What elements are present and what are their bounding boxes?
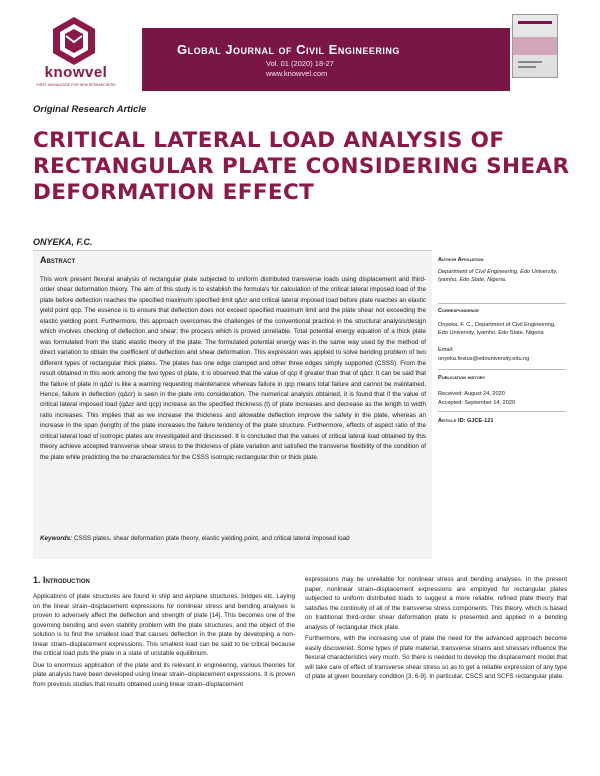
brand-tagline: FIRST KNOWLEDGE FOR NEW RESEARCHERS <box>36 83 116 87</box>
received-date: Received: August 24, 2020 <box>438 391 505 397</box>
divider <box>438 303 566 304</box>
affiliation-text: Department of Civil Engineering, Edo University, Iyamho. Edo State, Nigeria. <box>438 269 558 284</box>
article-type: Original Research Article <box>33 104 147 115</box>
author-name: ONYEKA, F.C. <box>33 237 93 247</box>
divider <box>438 411 566 412</box>
paragraph: Due to enormous application of the plate and its relevant in engineering, various theories for plate analysis have been developed using linear strain–displacement expressions. It is proven from previous studies that results obtained using linear strain–displacement <box>33 661 295 688</box>
article-id: Article ID: GJCE-121 <box>438 418 494 424</box>
abstract-heading: Abstract <box>40 255 76 265</box>
journal-volume: Vol. 01 (2020) 18-27 <box>266 59 334 68</box>
journal-website-link[interactable]: www.knowvel.com <box>266 69 328 78</box>
history-heading: Publication history <box>438 375 486 381</box>
affiliation-heading: Author Affiliation <box>438 257 484 263</box>
email-label: Email: <box>438 347 454 353</box>
keywords-text: CSSS plates, shear deformation plate theory, elastic yielding point, and critical lateral imposed load <box>73 535 350 542</box>
email-link[interactable]: onyeka.festus@edouniversity.edu.ng <box>438 356 530 362</box>
body-column-left <box>33 592 295 689</box>
article-title: CRITICAL LATERAL LOAD ANALYSIS OF RECTANGULAR PLATE CONSIDERING SHEAR DEFORMATION EFFECT <box>33 128 570 205</box>
journal-title: Global Journal of Civil Engineering <box>177 42 400 57</box>
divider <box>438 369 566 370</box>
keywords-label: Keywords: <box>40 535 73 542</box>
knowvel-logo-icon <box>52 16 96 66</box>
body-column-right <box>305 575 567 682</box>
correspondence-heading: Correspondence <box>438 308 479 314</box>
accepted-date: Accepted: September 14, 2020 <box>438 400 516 406</box>
introduction-heading: 1. Introduction <box>33 575 90 585</box>
journal-cover-thumbnail <box>512 14 558 78</box>
paragraph: expressions may be unreliable for nonlinear stress and bending analyses. In the present paper, nonlinear strain–displacement expressions are employed for rectangular plates subjected to uniform distributed loads to suggest a more reliable, refined plate theory that satisfies the continuity of all of the transverse stress components. This theory, which is based on traditional third-order shear deformation plate is presented and applied in a bending analysis of rectangular thick plate. <box>305 576 567 631</box>
paragraph: Furthermore, with the increasing use of plate the need for the advanced approach become easily discovered. Some types of plate material, transverse strains and stresses influence the flexural characteristics very much. So there is needed to develop the displacement model that will take care of effect of transverse shear stress so as to get a reliable expression of any type of plate at given boundary condition [3, 6-9]. In particular, CSCS and SCFS rectangular plate. <box>305 635 567 681</box>
keywords <box>40 534 426 544</box>
brand-name: knowvel <box>44 64 108 81</box>
abstract-text: This work present flexural analysis of rectangular plate subjected to uniform distributed transverse loads using displacement and third-order shear deformation theory. The aim of this study is to establish the formula's for calculation of the critical lateral imposed load of the plate before deflection reaches the specified maximum specified limit qΔcr and critical lateral imposed load before plate reaches an elastic yield point qcp. The essence is to ensure that deflection does not exceed specified maximum limit and the plate shear not exceeding the elastic yielding point. Furthermore, this approach overcomes the challenges of the conventional practice in the structural analysis/design which involves checking of deflection and shear; the process which is proved unreliable. Total potential energy equation of a thick plate was formulated from the static elastic theory of the plate. The formulated potential energy was in the same way used by the method of direct variation to obtain the coefficient of deflection and shear deformation. This expression was applied to solve bending problem of two different types of rectangular thick plates. The plates has one edge clamped and other three edges simply supported (CSSS). From the result obtained in this work among the two types of plate, it is observed that the value of qcp if greater than that of qΔcr. It can be said that the failure of plate in qΔcr is like a warning requesting maintenance whereas failure in qcp means total failure and cannot be maintained. Hence, failure in deflection (qΔcr) is seen in the plate into consideration. The numerical analysis obtained, it is found that if the value of critical lateral imposed load (qΔcr and qcp) increase as the specified thickness (t) of plate increases and decrease as the length to width ratio increases. This implies that as we increase the thickness and allowable deflection improve the safety in the plate, whereas an increase in the span (length) of the plate increases the failure tendency of the plate structure. Furthermore, effects of aspect ratio of the critical lateral load of isotropic plates are investigated and discussed. It is concluded that the values of critical lateral load obtained by this theory achieve accepted transverse shear stress to the thickness of plate variation and satisfied the transverse flexibility of the condition of the plate while predicting the be characteristics for the CSSS isotropic rectangular thin or thick plate. <box>40 276 426 461</box>
correspondence-text: Onyeka, F. C., Department of Civil Engineering, Edo University, Iyamho. Edo State, Nigeria <box>438 322 556 337</box>
paragraph: Applications of plate structures are found in ship and airplane structures, bridges etc. Laying on the linear strain–displacement expressions for nonlinear stress and bending analyses is proven to adversely affect the deflection and strength of plate [14]. This becomes one of the governing bending and even stability problem with the plate structures, and the object of the solution is to find the smallest load that causes deflection in the plate by developing a non-linear strain–displacement expressions. This smallest load can be said to be critical because the critical load puts the plate in a state of unstable equilibrium. <box>33 593 295 658</box>
